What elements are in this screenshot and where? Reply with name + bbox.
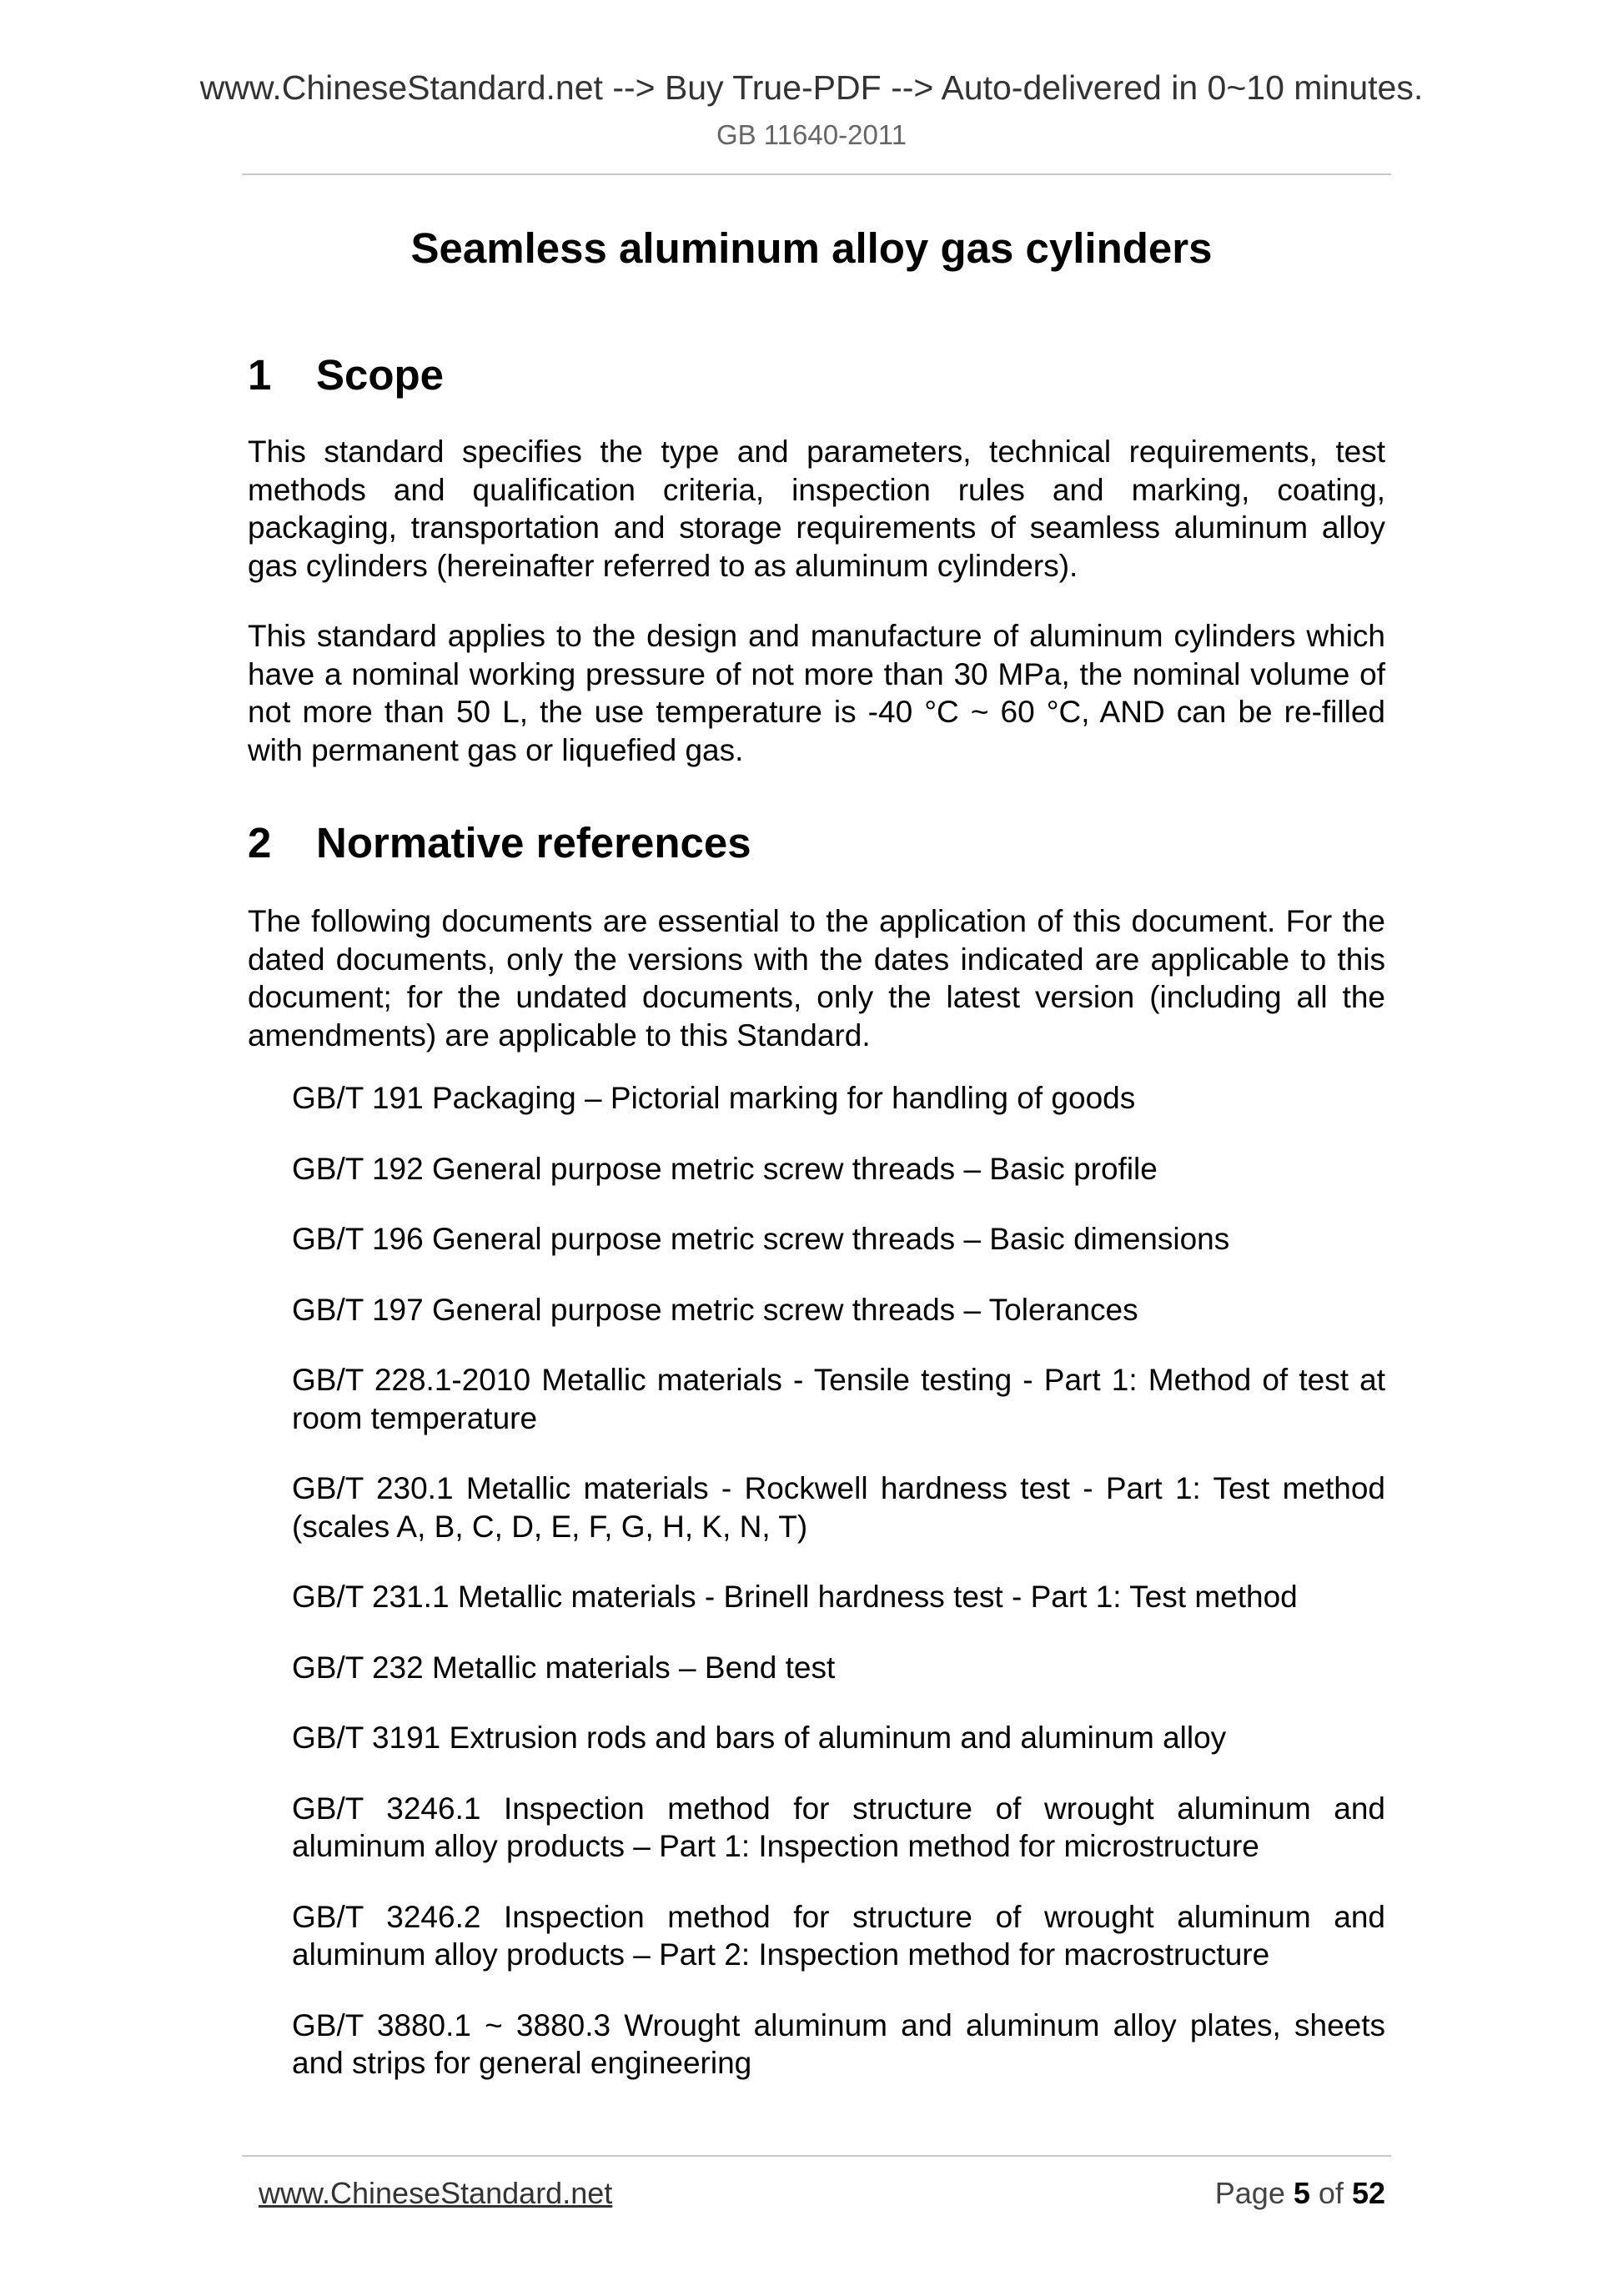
- section-2-heading: [248, 816, 751, 870]
- section-1-heading: [248, 349, 444, 402]
- reference-item: GB/T 3880.1 ~ 3880.3 Wrought aluminum and aluminum alloy plates, sheets and strips for general engineering: [292, 2007, 1385, 2080]
- reference-item: GB/T 191 Packaging – Pictorial marking for handling of goods: [292, 1081, 1136, 1115]
- reference-item: GB/T 192 General purpose metric screw threads – Basic profile: [292, 1151, 1158, 1186]
- header-divider: [242, 173, 1391, 175]
- reference-item: GB/T 228.1-2010 Metallic materials - Tensile testing - Part 1: Method of test at room temperature: [292, 1363, 1385, 1435]
- section-1-title: Scope: [316, 351, 445, 399]
- page-label: Page: [1214, 2176, 1285, 2210]
- reference-item: GB/T 3246.1 Inspection method for structure of wrought aluminum and aluminum alloy products – Part 1: Inspection method for microstructure: [292, 1791, 1385, 1863]
- reference-item: GB/T 3246.2 Inspection method for structure of wrought aluminum and aluminum alloy products – Part 2: Inspection method for macrostructure: [292, 1899, 1385, 1972]
- scope-paragraph-2: This standard applies to the design and manufacture of aluminum cylinders which have a nominal working pressure of not more than 30 MPa, the nominal volume of not more than 50 L, the use temperature is -40 °C ~ 60 °C, AND can be re-filled with permanent gas or liquefied gas.: [248, 619, 1385, 767]
- reference-item: GB/T 197 General purpose metric screw threads – Tolerances: [292, 1292, 1138, 1327]
- footer-divider: [242, 2155, 1391, 2157]
- header-banner: www.ChineseStandard.net --> Buy True-PDF --> Auto-delivered in 0~10 minutes.: [199, 68, 1424, 107]
- section-2-number: 2: [248, 819, 272, 867]
- reference-item: GB/T 232 Metallic materials – Bend test: [292, 1650, 836, 1685]
- footer-site-link[interactable]: www.ChineseStandard.net: [259, 2176, 613, 2210]
- page-number: [1215, 2174, 1385, 2213]
- scope-paragraph-1: This standard specifies the type and parameters, technical requirements, test methods and qualification criteria, inspection rules and marking, coating, packaging, transportation and storage requirements of seamless aluminum alloy gas cylinders (hereinafter referred to as aluminum cylinders).: [248, 435, 1385, 583]
- page-of-label: of: [1318, 2176, 1344, 2210]
- reference-item: GB/T 196 General purpose metric screw threads – Basic dimensions: [292, 1222, 1230, 1256]
- section-1-number: 1: [248, 351, 272, 399]
- reference-item: GB/T 230.1 Metallic materials - Rockwell hardness test - Part 1: Test method (scales A, B, C, D, E, F, G, H, K, N, T): [292, 1471, 1385, 1544]
- reference-item: GB/T 3191 Extrusion rods and bars of aluminum and aluminum alloy: [292, 1721, 1227, 1755]
- section-2-title: Normative references: [316, 819, 751, 867]
- document-code: GB 11640-2011: [716, 119, 907, 150]
- normative-intro-paragraph: The following documents are essential to the application of this document. For the dated documents, only the versions with the dates indicated are applicable to this document; for the undated documents, only the latest version (including all the amendments) are applicable to this Standard.: [248, 904, 1385, 1053]
- total-pages: 52: [1351, 2176, 1385, 2210]
- reference-item: GB/T 231.1 Metallic materials - Brinell hardness test - Part 1: Test method: [292, 1580, 1298, 1614]
- current-page: 5: [1293, 2176, 1310, 2210]
- page-title: Seamless aluminum alloy gas cylinders: [410, 224, 1213, 272]
- reference-list: [292, 1079, 1385, 2115]
